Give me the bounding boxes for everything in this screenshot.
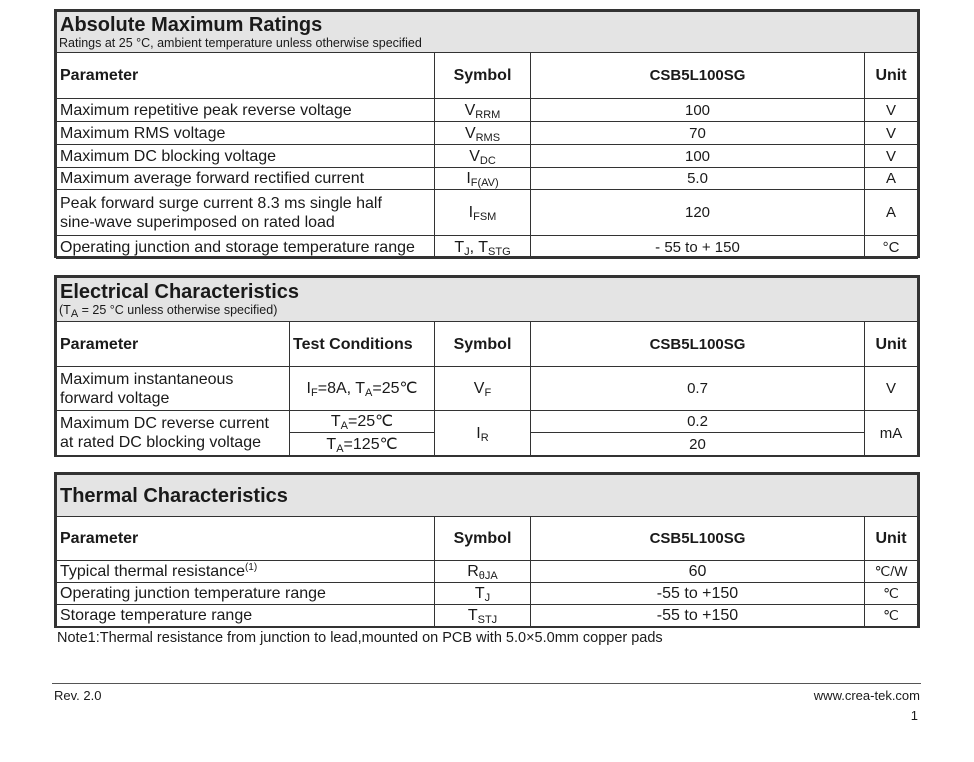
col-header-parameter: Parameter bbox=[57, 53, 435, 99]
unit-cell: V bbox=[865, 122, 918, 145]
symbol-cell: $I_{F(AV)}$ bbox=[435, 168, 531, 190]
param-cell: Maximum DC blocking voltage bbox=[57, 145, 435, 168]
electrical-characteristics-table bbox=[54, 275, 920, 457]
col-header-unit: Unit bbox=[865, 517, 918, 561]
condition-cell: $T_A=125℃$ bbox=[290, 433, 435, 456]
symbol-cell: $R_{\theta JA}$ bbox=[435, 561, 531, 583]
section-subtitle: Ratings at 25 °C, ambient temperature unless otherwise specified bbox=[59, 35, 422, 50]
footer-divider bbox=[52, 683, 921, 684]
symbol-cell: $T_{STJ}$ bbox=[435, 605, 531, 627]
symbol-cell: $V_{DC}$ bbox=[435, 145, 531, 168]
section-title: Absolute Maximum Ratings bbox=[60, 13, 323, 36]
value-cell: 60 bbox=[531, 561, 865, 583]
value-cell: 120 bbox=[531, 190, 865, 236]
absolute-maximum-ratings-table bbox=[54, 9, 920, 258]
table-row bbox=[57, 583, 918, 605]
revision-label: Rev. 2.0 bbox=[54, 688, 102, 703]
value-cell: 100 bbox=[531, 99, 865, 122]
value-cell: 20 bbox=[531, 433, 865, 456]
param-cell: Maximum average forward rectified current bbox=[57, 168, 435, 190]
thermal-note: Note1:Thermal resistance from junction to lead,mounted on PCB with 5.0×5.0mm copper pads bbox=[57, 630, 663, 646]
col-header-device: CSB5L100SG bbox=[531, 517, 865, 561]
symbol-cell: $T_J$ bbox=[435, 583, 531, 605]
col-header-parameter: Parameter bbox=[57, 517, 435, 561]
unit-cell: A bbox=[865, 190, 918, 236]
param-cell: Maximum repetitive peak reverse voltage bbox=[57, 99, 435, 122]
condition-cell: $I_F=8A$, $T_A=25℃$ bbox=[290, 367, 435, 411]
col-header-symbol: Symbol bbox=[435, 322, 531, 367]
value-cell: -55 to +150 bbox=[531, 605, 865, 627]
table-row bbox=[57, 367, 918, 411]
condition-cell: $T_A=25℃$ bbox=[290, 411, 435, 433]
col-header-symbol: Symbol bbox=[435, 53, 531, 99]
table-row bbox=[57, 605, 918, 627]
unit-cell: A bbox=[865, 168, 918, 190]
unit-cell: ℃ bbox=[865, 605, 918, 627]
section-subtitle: ($T_A = 25$ °C unless otherwise specified) bbox=[59, 303, 278, 320]
page-number: 1 bbox=[910, 708, 918, 723]
website-link[interactable]: www.crea-tek.com bbox=[813, 688, 920, 703]
col-header-unit: Unit bbox=[865, 322, 918, 367]
section-title: Thermal Characteristics bbox=[60, 484, 288, 507]
symbol-cell: $I_R$ bbox=[435, 411, 531, 456]
col-header-device: CSB5L100SG bbox=[531, 53, 865, 99]
section-title: Electrical Characteristics bbox=[60, 281, 300, 303]
unit-cell: V bbox=[865, 99, 918, 122]
symbol-cell: $I_{FSM}$ bbox=[435, 190, 531, 236]
symbol-cell: $T_J$, $T_{STG}$ bbox=[435, 236, 531, 259]
table-row bbox=[57, 561, 918, 583]
table-row bbox=[57, 122, 918, 145]
unit-cell: ℃ bbox=[865, 583, 918, 605]
param-cell: Operating junction temperature range bbox=[57, 583, 435, 605]
value-cell: -55 to +150 bbox=[531, 583, 865, 605]
col-header-test-conditions: Test Conditions bbox=[290, 322, 435, 367]
unit-cell: V bbox=[865, 145, 918, 168]
col-header-parameter: Parameter bbox=[57, 322, 290, 367]
table-row bbox=[57, 99, 918, 122]
param-cell: Maximum DC reverse current at rated DC blocking voltage bbox=[57, 411, 290, 456]
param-cell: Maximum instantaneous forward voltage bbox=[57, 367, 290, 411]
symbol-cell: $V_F$ bbox=[435, 367, 531, 411]
thermal-characteristics-table bbox=[54, 472, 920, 628]
header-row bbox=[57, 53, 918, 99]
symbol-cell: $V_{RMS}$ bbox=[435, 122, 531, 145]
param-cell: Storage temperature range bbox=[57, 605, 435, 627]
table-row bbox=[57, 168, 918, 190]
unit-cell: ℃/W bbox=[865, 561, 918, 583]
param-cell: Peak forward surge current 8.3 ms single half sine-wave superimposed on rated load bbox=[57, 190, 435, 236]
table-row bbox=[57, 236, 918, 259]
value-cell: 0.2 bbox=[531, 411, 865, 433]
param-cell: Typical thermal resistance$^{(1)}$ bbox=[57, 561, 435, 583]
header-row bbox=[57, 322, 918, 367]
unit-cell: mA bbox=[865, 411, 918, 456]
table-row bbox=[57, 145, 918, 168]
value-cell: 5.0 bbox=[531, 168, 865, 190]
value-cell: - 55 to + 150 bbox=[531, 236, 865, 259]
col-header-symbol: Symbol bbox=[435, 517, 531, 561]
col-header-unit: Unit bbox=[865, 53, 918, 99]
value-cell: 70 bbox=[531, 122, 865, 145]
param-cell: Maximum RMS voltage bbox=[57, 122, 435, 145]
unit-cell: V bbox=[865, 367, 918, 411]
param-cell: Operating junction and storage temperature range bbox=[57, 236, 435, 259]
unit-cell: °C bbox=[865, 236, 918, 259]
table-row bbox=[57, 411, 918, 433]
value-cell: 0.7 bbox=[531, 367, 865, 411]
symbol-cell: $V_{RRM}$ bbox=[435, 99, 531, 122]
table-row bbox=[57, 190, 918, 236]
header-row bbox=[57, 517, 918, 561]
col-header-device: CSB5L100SG bbox=[531, 322, 865, 367]
value-cell: 100 bbox=[531, 145, 865, 168]
